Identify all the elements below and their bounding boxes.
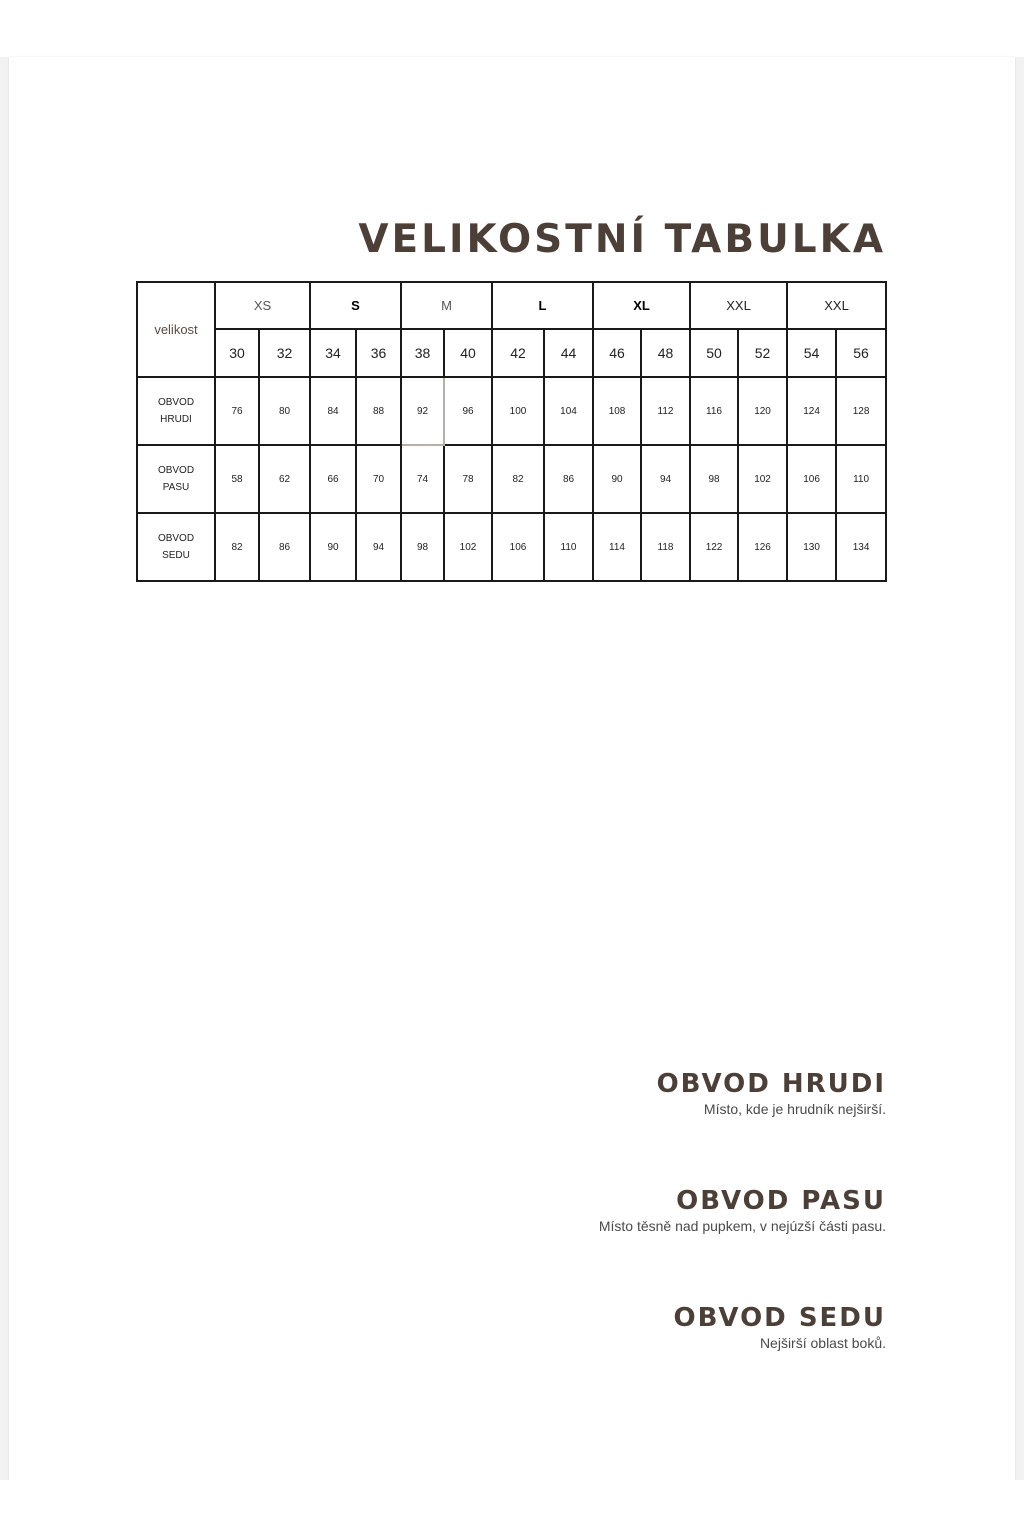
table-row-chest <box>137 377 886 445</box>
eu-size-cell: 52 <box>738 329 787 377</box>
eu-size-cell: 38 <box>401 329 444 377</box>
value-cell: 98 <box>690 445 738 513</box>
value-cell: 90 <box>593 445 641 513</box>
value-cell: 126 <box>738 513 787 581</box>
definition-chest <box>657 1069 886 1117</box>
definition-description: Místo těsně nad pupkem, v nejúzší části pasu. <box>598 1218 886 1234</box>
value-cell: 76 <box>215 377 259 445</box>
definition-title: OBVOD SEDU <box>673 1303 886 1333</box>
value-cell: 82 <box>492 445 544 513</box>
row-label-line: OBVOD <box>157 397 195 408</box>
row-label-line: PASU <box>162 482 190 493</box>
size-group-cell: M <box>401 282 492 329</box>
value-cell: 74 <box>401 445 444 513</box>
value-cell: 128 <box>836 377 886 445</box>
eu-size-cell: 54 <box>787 329 836 377</box>
value-cell: 106 <box>492 513 544 581</box>
value-cell: 96 <box>444 377 492 445</box>
value-cell: 112 <box>641 377 690 445</box>
definition-hips <box>674 1303 886 1351</box>
eu-size-cell: 56 <box>836 329 886 377</box>
eu-size-cell: 42 <box>492 329 544 377</box>
value-cell: 100 <box>492 377 544 445</box>
eu-size-cell: 44 <box>544 329 593 377</box>
value-cell: 122 <box>690 513 738 581</box>
size-group-cell: L <box>492 282 593 329</box>
definition-title: OBVOD HRUDI <box>656 1069 886 1099</box>
row-label-line: SEDU <box>162 550 190 561</box>
value-cell: 66 <box>310 445 356 513</box>
definition-description: Nejširší oblast boků. <box>759 1335 886 1351</box>
value-cell: 104 <box>544 377 593 445</box>
top-band <box>0 0 1024 57</box>
size-group-cell: XL <box>593 282 690 329</box>
size-table <box>136 281 887 582</box>
value-cell: 98 <box>401 513 444 581</box>
value-cell: 62 <box>259 445 310 513</box>
value-cell: 114 <box>593 513 641 581</box>
row-label-hips <box>137 513 215 581</box>
value-cell: 130 <box>787 513 836 581</box>
eu-size-cell: 40 <box>444 329 492 377</box>
eu-size-cell: 48 <box>641 329 690 377</box>
definition-title: OBVOD PASU <box>676 1186 886 1216</box>
document-page <box>9 57 1015 1480</box>
value-cell: 102 <box>738 445 787 513</box>
row-label-waist <box>137 445 215 513</box>
eu-size-cell: 34 <box>310 329 356 377</box>
value-cell: 82 <box>215 513 259 581</box>
value-cell: 106 <box>787 445 836 513</box>
size-group-cell: XS <box>215 282 310 329</box>
eu-size-cell: 32 <box>259 329 310 377</box>
value-cell: 86 <box>259 513 310 581</box>
value-cell: 94 <box>641 445 690 513</box>
value-cell: 58 <box>215 445 259 513</box>
row-label-chest <box>137 377 215 445</box>
definition-waist <box>599 1186 886 1234</box>
value-cell: 110 <box>836 445 886 513</box>
value-cell: 84 <box>310 377 356 445</box>
value-cell: 92 <box>401 377 444 445</box>
value-cell: 124 <box>787 377 836 445</box>
value-cell: 70 <box>356 445 401 513</box>
page-title: VELIKOSTNÍ TABULKA <box>358 217 886 262</box>
size-group-row <box>137 282 886 329</box>
table-row-waist <box>137 445 886 513</box>
size-group-cell: S <box>310 282 401 329</box>
value-cell: 102 <box>444 513 492 581</box>
row-label-line: HRUDI <box>160 414 192 425</box>
value-cell: 80 <box>259 377 310 445</box>
value-cell: 78 <box>444 445 492 513</box>
definition-description: Místo, kde je hrudník nejširší. <box>703 1101 886 1117</box>
value-cell: 86 <box>544 445 593 513</box>
eu-size-cell: 30 <box>215 329 259 377</box>
row-label-line: OBVOD <box>157 465 195 476</box>
value-cell: 94 <box>356 513 401 581</box>
value-cell: 120 <box>738 377 787 445</box>
eu-size-row <box>137 329 886 377</box>
table-row-hips <box>137 513 886 581</box>
row-label-line: OBVOD <box>157 533 195 544</box>
value-cell: 134 <box>836 513 886 581</box>
value-cell: 116 <box>690 377 738 445</box>
value-cell: 118 <box>641 513 690 581</box>
size-group-cell: XXL <box>787 282 886 329</box>
size-group-cell: XXL <box>690 282 787 329</box>
size-corner-label: velikost <box>137 282 215 377</box>
value-cell: 110 <box>544 513 593 581</box>
value-cell: 88 <box>356 377 401 445</box>
eu-size-cell: 46 <box>593 329 641 377</box>
bottom-band <box>0 1480 1024 1536</box>
value-cell: 90 <box>310 513 356 581</box>
eu-size-cell: 50 <box>690 329 738 377</box>
value-cell: 108 <box>593 377 641 445</box>
eu-size-cell: 36 <box>356 329 401 377</box>
